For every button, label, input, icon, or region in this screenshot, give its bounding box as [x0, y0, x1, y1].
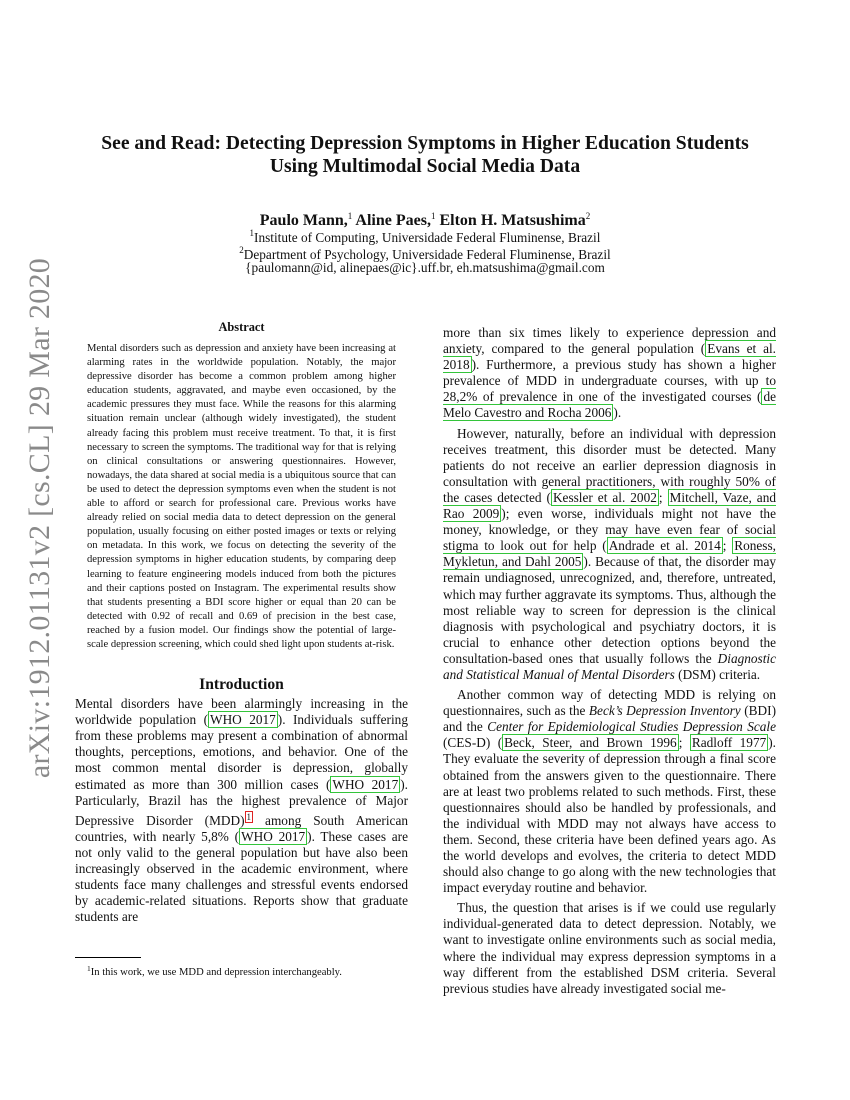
author-name: Elton H. Matsushima: [439, 212, 586, 229]
footnote-link[interactable]: 1: [246, 811, 252, 822]
citation-link[interactable]: WHO 2017: [332, 776, 399, 792]
text-run: ); even worse, individuals might not have the money, knowledge, or they may have even fear of social stigma to look out for help (: [443, 506, 776, 554]
footnote-rule: [75, 957, 141, 958]
arxiv-stamp: [18, 257, 62, 779]
footnote-text: [87, 962, 408, 980]
title-line-2: Using Multimodal Social Media Data: [269, 156, 581, 177]
footnote-mark: 1: [87, 964, 91, 973]
text-run: (BDI) and the: [443, 703, 776, 735]
citation-link[interactable]: WHO 2017: [241, 828, 306, 844]
text-run: ). Because of that, the disorder may remain undiagnosed, unrecognized, and, therefore, untreated, which may further aggravate its symptoms. Thus, although the most reliable way to screen for depression is the clinical diagnosis with psychological and psychiatry doctors, it is crucial to enhance other detection options beyond the consultation-based ones that usually follows the: [443, 554, 776, 666]
arxiv-stamp-text: arXiv:1912.01131v2 [cs.CL] 29 Mar 2020: [23, 257, 56, 779]
abstract-text: Mental disorders such as depression and anxiety have been increasing at alarming rates in the worldwide population. Notably, the major depressive disorder has become a common problem among higher education students, aggravated, and maybe even occasioned, by the academic pressures they must face. While the reasons for this alarming situation remain unclear (although widely investigated), the student already facing this problem must receive treatment. To that, it is first necessary to screen the symptoms. The traditional way for that is relying on clinical consultations or answering questionnaires. However, nowadays, the data shared at social media is a ubiquitous source that can be used to detect the depression symptoms even when the student is not able to afford or search for professional care. Previous works have already relied on social media data to detect depression on the general population, usually focusing on either posted images or texts or relying on metadata. In this work, we focus on detecting the severity of the depression symptoms in higher education students, by comparing deep learning to feature engineering models induced from both the pictures and their captions posted on Instagram. The experimental results show that students presenting a BDI score higher or equal than 20 can be detected with 0.92 of recall and 0.69 of precision in the best case, reached by a fusion model. Our findings show the potential of large-scale depression screening, which could shed light upon students at-risk.: [87, 343, 396, 650]
text-run: ). These cases are not only valid to the general population but have also been increasingly observed in the academic environment, where students face many challenges and stressful events endorsed by academic-related situations. Reports show that graduate students are: [75, 828, 408, 925]
paper-title: [80, 132, 770, 178]
citation-link[interactable]: de Melo Cavestro and Rocha 2006: [443, 389, 776, 421]
text-run: (DSM) criteria.: [674, 666, 761, 682]
paragraph-3: [443, 687, 776, 896]
affil-text: Department of Psychology, Universidade Federal Fluminense, Brazil: [243, 247, 611, 262]
author-affil-mark: 1: [347, 211, 353, 221]
citation-link[interactable]: Andrade et al. 2014: [608, 538, 721, 554]
text-run: among South American countries, with nearly 5,8% (: [75, 812, 408, 844]
text-run: However, naturally, before an individual with depression receives treatment, this disorder must be detected. Many patients do not receive an earlier depression diagnosis in consultation with general practitioners, with roughly 50% of the cases detected (: [443, 425, 776, 505]
citation-link[interactable]: Roness, Mykletun, and Dahl 2005: [443, 538, 776, 570]
introduction-heading: Introduction: [199, 676, 284, 694]
author-name: Aline Paes,: [355, 212, 431, 229]
abstract-heading: Abstract: [218, 320, 265, 334]
text-run: ).: [613, 405, 622, 421]
text-run: ). Furthermore, a previous study has shown a higher prevalence of MDD in undergraduate courses, with up to 28,2% of prevalence in one of the investigated courses (: [443, 357, 776, 405]
text-run: ). Individuals suffering from these problems may present a combination of abnormal thoughts, perceptions, emotions, and behavior. One of the most common mental disorder is depression, globally estimated as more than 300 million cases (: [75, 712, 408, 792]
text-run: ;: [722, 538, 733, 554]
author-affil-mark: 1: [430, 211, 436, 221]
author-name: Paulo Mann,: [259, 212, 348, 229]
title-line-1: See and Read: Detecting Depression Symptoms in Higher Education Students: [101, 133, 749, 154]
text-run: ). They evaluate the severity of depression through a final score obtained from the answers given to the questionnaire. There are at least two problems related to such methods. First, these questionnaires should also be handled by professionals, and the individual with MDD may not always have access to them. Second, these criteria have been defined years ago. As the world develops and evolves, the criteria to detect MDD should also change to go along with the new technologies that impact everyday routine and behavior.: [443, 735, 777, 896]
citation-link[interactable]: Beck, Steer, and Brown 1996: [504, 735, 677, 751]
citation-link[interactable]: Radloff 1977: [691, 735, 767, 751]
footnote: [75, 957, 408, 980]
citation-link[interactable]: Evans et al. 2018: [443, 341, 776, 373]
intro-paragraph: [75, 696, 408, 925]
text-run: Mental disorders have been alarmingly increasing in the worldwide population (: [75, 696, 408, 728]
citation-link[interactable]: Kessler et al. 2002: [552, 489, 657, 505]
emphasis-text: Diagnostic and Statistical Manual of Mental Disorders: [443, 650, 776, 682]
paragraph-2: [443, 426, 776, 684]
author-affil-mark: 2: [585, 211, 591, 221]
footnote-body: In this work, we use MDD and depression interchangeably.: [90, 967, 342, 978]
paragraph-1: [443, 325, 776, 422]
text-run: more than six times likely to experience depression and anxiety, compared to the general population (: [443, 325, 776, 357]
citation-link[interactable]: WHO 2017: [210, 712, 276, 728]
text-run: (CES-D) (: [443, 735, 503, 751]
author-emails: {paulomann@id, alinepaes@ic}.uff.br, eh.matsushima@gmail.com: [245, 260, 605, 275]
affil-mark: 2: [239, 245, 244, 255]
text-run: ). Particularly, Brazil has the highest prevalence of Major Depressive Disorder (MDD): [75, 776, 408, 828]
right-column: [443, 325, 776, 997]
citation-link[interactable]: Mitchell, Vaze, and Rao 2009: [443, 489, 776, 522]
emphasis-text: Center for Epidemiological Studies Depression Scale: [487, 719, 776, 735]
affil-text: Institute of Computing, Universidade Federal Fluminense, Brazil: [254, 230, 601, 245]
paragraph-4: Thus, the question that arises is if we could use regularly individual-generated data to detect depression. Notably, we want to investigate online environments such as social media, where the individual may express depression symptoms in a way different from the established DSM criteria. Several previous studies have already investigated social me-: [443, 900, 776, 996]
text-run: ;: [678, 735, 690, 751]
affil-mark: 1: [249, 228, 255, 238]
left-column: [75, 320, 408, 925]
text-run: ;: [658, 489, 668, 505]
text-run: Another common way of detecting MDD is relying on questionnaires, such as the: [443, 687, 776, 719]
emphasis-text: Beck’s Depression Inventory: [588, 703, 741, 719]
